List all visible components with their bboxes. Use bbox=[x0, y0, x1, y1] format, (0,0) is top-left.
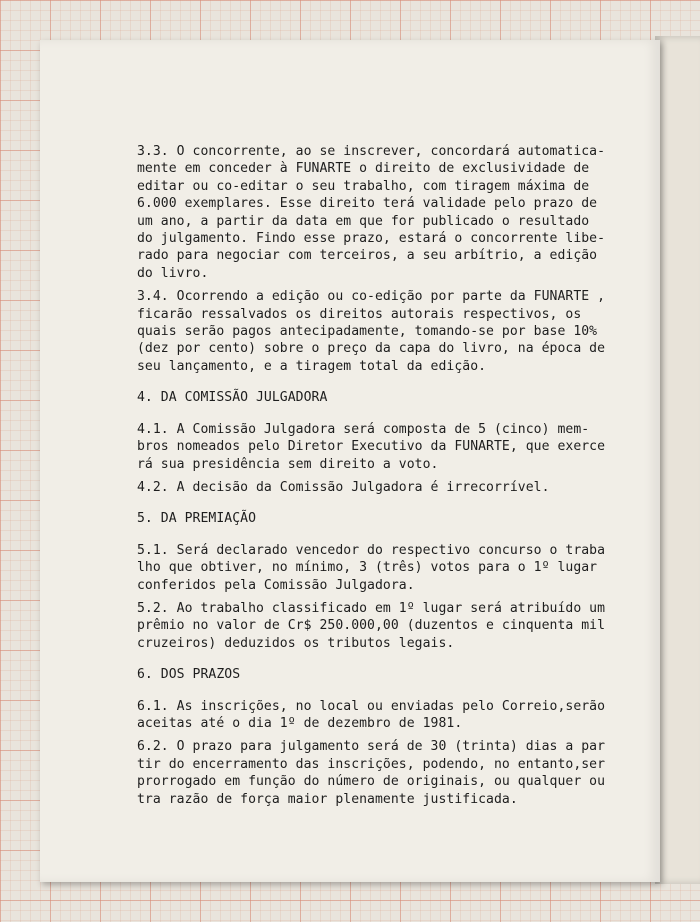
text-line: (dez por cento) sobre o preço da capa do livro, na época de bbox=[137, 341, 606, 357]
text-line: prorrogado em função do número de originais, ou qualquer ou bbox=[137, 774, 606, 790]
text-line: bros nomeados pelo Diretor Executivo da FUNARTE, que exerce bbox=[137, 439, 606, 455]
text-line: aceitas até o dia 1º de dezembro de 1981. bbox=[137, 715, 463, 731]
paragraph-3-4 bbox=[137, 288, 612, 375]
text-line: do livro. bbox=[137, 265, 209, 281]
text-line: rado para negociar com terceiros, a seu arbítrio, a edição bbox=[137, 248, 598, 264]
text-line: 6.2. O prazo para julgamento será de 30 (trinta) dias a par bbox=[137, 739, 606, 755]
text-line: quais serão pagos antecipadamente, tomando-se por base 10% bbox=[137, 324, 598, 340]
text-line: ficarão ressalvados os direitos autorais respectivos, os bbox=[137, 306, 582, 322]
document-body bbox=[137, 143, 612, 808]
heading-premiacao: 5. DA PREMIAÇÃO bbox=[137, 511, 256, 527]
document-page bbox=[40, 40, 660, 882]
text-line: cruzeiros) deduzidos os tributos legais. bbox=[137, 635, 455, 651]
text-line: mente em conceder à FUNARTE o direito de exclusividade de bbox=[137, 161, 590, 177]
paragraph-3-3 bbox=[137, 143, 612, 282]
text-line: 6.1. As inscrições, no local ou enviadas pelo Correio,serão bbox=[137, 698, 606, 714]
paragraph-5-2 bbox=[137, 600, 612, 652]
text-line: prêmio no valor de Cr$ 250.000,00 (duzentos e cinquenta mil bbox=[137, 618, 606, 634]
text-line: conferidos pela Comissão Julgadora. bbox=[137, 577, 415, 593]
text-line: tra razão de força maior plenamente justificada. bbox=[137, 791, 518, 807]
text-line: editar ou co-editar o seu trabalho, com tiragem máxima de bbox=[137, 178, 590, 194]
paragraph-5-1 bbox=[137, 542, 612, 594]
text-line: lho que obtiver, no mínimo, 3 (três) votos para o 1º lugar bbox=[137, 560, 598, 576]
text-line: 5.1. Será declarado vencedor do respectivo concurso o traba bbox=[137, 542, 606, 558]
paragraph-4-2 bbox=[137, 479, 612, 496]
text-line: 4.2. A decisão da Comissão Julgadora é irrecorrível. bbox=[137, 479, 550, 495]
text-line: 3.4. Ocorrendo a edição ou co-edição por parte da FUNARTE , bbox=[137, 289, 606, 305]
paragraph-6-2 bbox=[137, 738, 612, 808]
text-line: do julgamento. Findo esse prazo, estará o concorrente libe- bbox=[137, 231, 606, 247]
text-line: 5.2. Ao trabalho classificado em 1º lugar será atribuído um bbox=[137, 600, 606, 616]
text-line: rá sua presidência sem direito a voto. bbox=[137, 456, 439, 472]
adjacent-page-edge bbox=[655, 36, 700, 884]
heading-comissao-julgadora: 4. DA COMISSÃO JULGADORA bbox=[137, 390, 328, 406]
paragraph-6-1 bbox=[137, 698, 612, 733]
paragraph-4-1 bbox=[137, 421, 612, 473]
text-line: 3.3. O concorrente, ao se inscrever, concordará automatica- bbox=[137, 144, 606, 159]
text-line: seu lançamento, e a tiragem total da edição. bbox=[137, 358, 487, 374]
text-line: 4.1. A Comissão Julgadora será composta de 5 (cinco) mem- bbox=[137, 421, 590, 437]
text-line: tir do encerramento das inscrições, podendo, no entanto,ser bbox=[137, 756, 606, 772]
heading-prazos: 6. DOS PRAZOS bbox=[137, 667, 241, 683]
text-line: um ano, a partir da data em que for publicado o resultado bbox=[137, 213, 590, 229]
text-line: 6.000 exemplares. Esse direito terá validade pelo prazo de bbox=[137, 196, 598, 212]
